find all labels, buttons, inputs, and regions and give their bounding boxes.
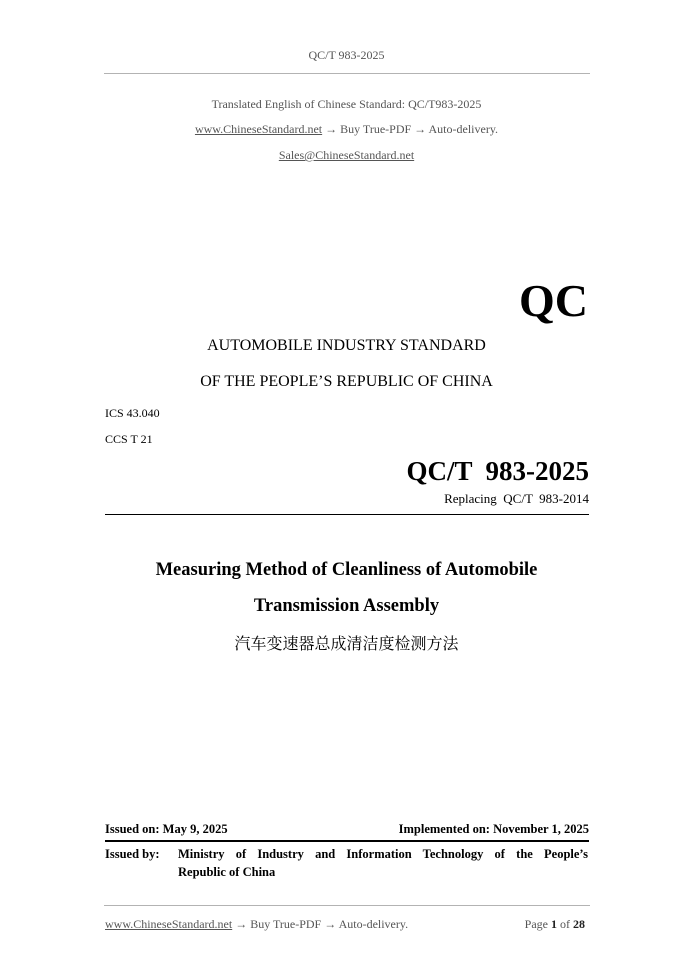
title-english-line2: Transmission Assembly bbox=[253, 596, 440, 616]
promo-line: Translated English of Chinese Standard: QC/T983-2025 bbox=[211, 97, 482, 111]
footer-links bbox=[105, 917, 408, 932]
number-divider bbox=[105, 514, 589, 515]
running-header: QC/T 983-2025 bbox=[308, 48, 385, 62]
page-of: of bbox=[560, 917, 570, 931]
standard-org-line1: AUTOMOBILE INDUSTRY STANDARD bbox=[207, 337, 486, 354]
implemented-on: Implemented on: November 1, 2025 bbox=[398, 822, 589, 836]
page-label: Page bbox=[524, 917, 548, 931]
title-english-line1: Measuring Method of Cleanliness of Automobile bbox=[155, 560, 538, 580]
standard-org-line2: OF THE PEOPLE’S REPUBLIC OF CHINA bbox=[200, 373, 493, 390]
footer-tagline: → Buy True-PDF → Auto-delivery. bbox=[232, 917, 409, 931]
promo-email bbox=[0, 148, 693, 163]
replacing-note: Replacing QC/T 983-2014 bbox=[444, 491, 589, 506]
header-divider bbox=[104, 73, 590, 74]
page-current: 1 bbox=[551, 917, 557, 931]
issued-by-line2: Republic of China bbox=[178, 865, 276, 879]
issued-on: Issued on: May 9, 2025 bbox=[105, 822, 228, 836]
site-link[interactable]: www.ChineseStandard.net bbox=[194, 122, 323, 136]
footer-site-link[interactable]: www.ChineseStandard.net bbox=[105, 917, 233, 931]
title-chinese: 汽车变速器总成清洁度检测方法 bbox=[234, 634, 459, 653]
dates-divider bbox=[105, 840, 589, 842]
email-link[interactable]: Sales@ChineseStandard.net bbox=[278, 148, 415, 162]
ics-code: ICS 43.040 bbox=[105, 406, 160, 420]
issued-by-line1: Ministry of Industry and Information Technology of the People’s bbox=[178, 847, 588, 861]
footer-divider bbox=[104, 905, 590, 906]
page-total: 28 bbox=[573, 917, 585, 931]
promo-tagline: → Buy True-PDF → Auto-delivery. bbox=[322, 122, 499, 136]
issued-by-label: Issued by: bbox=[105, 847, 160, 861]
promo-links bbox=[0, 122, 693, 137]
page-indicator bbox=[525, 917, 585, 932]
ccs-code: CCS T 21 bbox=[105, 432, 153, 446]
qc-logo: QC bbox=[519, 275, 588, 326]
standard-number: QC/T 983-2025 bbox=[406, 456, 589, 486]
